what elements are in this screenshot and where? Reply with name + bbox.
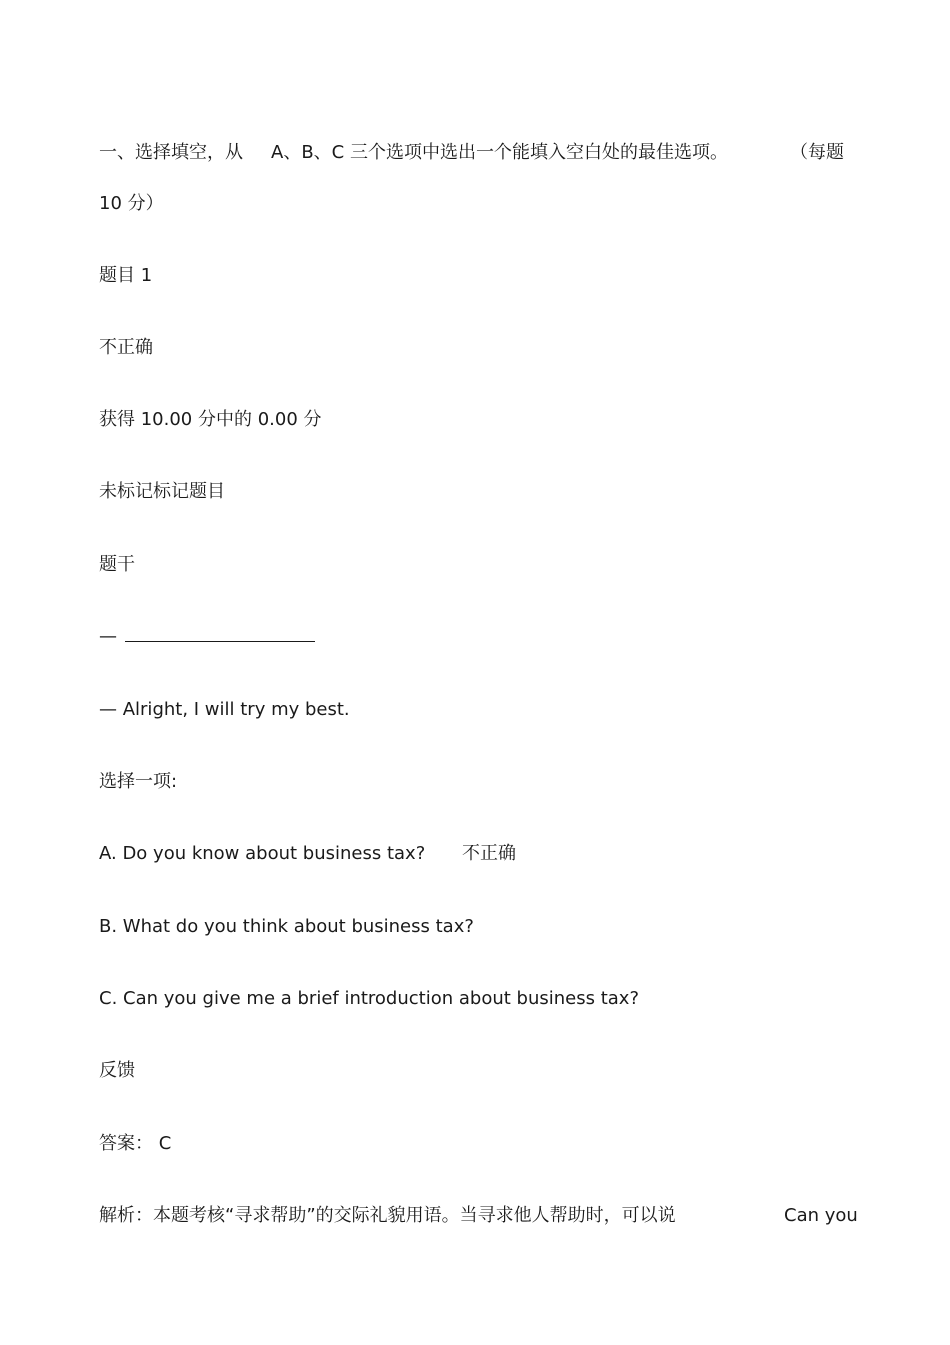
question-number: 题目 1: [99, 265, 153, 286]
question-score: 获得 10.00 分中的 0.00 分: [99, 409, 322, 430]
option-a-incorrect-mark: 不正确: [462, 843, 516, 864]
section-points-open: （每题: [790, 142, 844, 163]
feedback-label: 反馈: [99, 1060, 135, 1081]
analysis-tail: Can you: [784, 1205, 858, 1226]
question-status: 不正确: [99, 337, 153, 358]
option-b[interactable]: [99, 915, 474, 939]
flag-question-link[interactable]: 未标记标记题目: [99, 481, 225, 502]
section-heading-options: A、B、C 三个选项中选出一个能填入空白处的最佳选项。: [271, 142, 728, 163]
section-heading-part1: 一、选择填空，从: [99, 142, 243, 163]
section-points-close: 10 分）: [99, 193, 164, 214]
answer-text: 答案： C: [99, 1133, 172, 1154]
option-c-text: C. Can you give me a brief introduction about business tax?: [99, 988, 639, 1009]
option-b-text: B. What do you think about business tax?: [99, 916, 474, 937]
answer-blank: [125, 627, 315, 642]
option-c[interactable]: [99, 987, 639, 1011]
option-a[interactable]: [99, 842, 425, 866]
analysis-text: 解析：本题考核“寻求帮助”的交际礼貌用语。当寻求他人帮助时，可以说: [99, 1205, 676, 1226]
dialogue-line-1: [99, 625, 315, 649]
choose-prompt: 选择一项:: [99, 771, 178, 792]
dialogue-line-2: — Alright, I will try my best.: [99, 699, 350, 720]
dialogue-dash: —: [99, 626, 117, 647]
question-stem-label: 题干: [99, 554, 135, 575]
option-a-text: A. Do you know about business tax?: [99, 843, 426, 864]
section-heading: [99, 141, 728, 165]
